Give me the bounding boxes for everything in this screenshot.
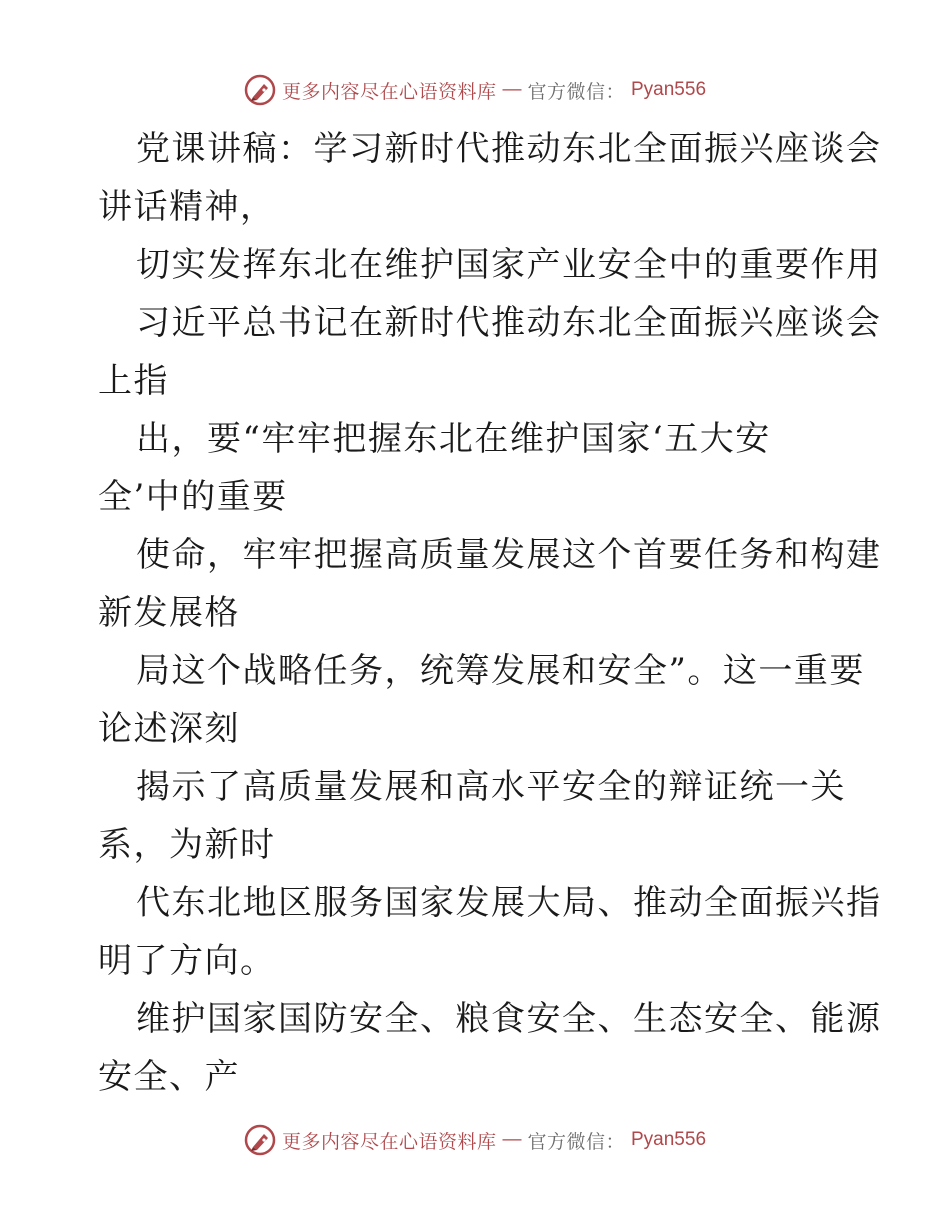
- text-line: 使命，牢牢把握高质量发展这个首要任务和构建: [136, 535, 882, 575]
- text-line: 讲话精神，: [98, 187, 276, 227]
- banner-wechat-label: 官方微信：: [527, 1130, 625, 1153]
- banner-wechat-id: Pyan556: [631, 79, 707, 100]
- text-line: 安全、产: [98, 1057, 240, 1097]
- document-body: [98, 120, 882, 1106]
- text-line: 明了方向。: [98, 941, 276, 981]
- text-line: 党课讲稿：学习新时代推动东北全面振兴座谈会: [136, 129, 882, 169]
- text-line: 出，要“牢牢把握东北在维护国家‘五大安: [136, 419, 771, 459]
- text-line: 切实发挥东北在维护国家产业安全中的重要作用: [136, 245, 882, 285]
- text-line: 局这个战略任务，统筹发展和安全”。这一重要: [136, 651, 865, 691]
- text-line: 代东北地区服务国家发展大局、推动全面振兴指: [136, 883, 882, 923]
- text-line: 上指: [98, 361, 169, 401]
- pen-logo-icon: [244, 74, 276, 106]
- text-line: 系，为新时: [98, 825, 276, 865]
- banner-dash: —: [502, 1129, 522, 1150]
- header-banner: [0, 70, 950, 110]
- pen-logo-icon: [244, 1124, 276, 1156]
- banner-dash: —: [502, 79, 522, 100]
- text-line: 全’中的重要: [98, 477, 288, 517]
- text-line: 维护国家国防安全、粮食安全、生态安全、能源: [136, 999, 882, 1039]
- banner-wechat-id: Pyan556: [631, 1129, 707, 1150]
- banner-wechat-label: 官方微信：: [527, 80, 625, 103]
- text-line: 习近平总书记在新时代推动东北全面振兴座谈会: [136, 303, 882, 343]
- banner-site-name: 更多内容尽在心语资料库: [281, 80, 497, 103]
- banner-site-name: 更多内容尽在心语资料库: [281, 1130, 497, 1153]
- text-line: 论述深刻: [98, 709, 240, 749]
- text-line: 新发展格: [98, 593, 240, 633]
- text-line: 揭示了高质量发展和高水平安全的辩证统一关: [136, 767, 846, 807]
- footer-banner: [0, 1120, 950, 1160]
